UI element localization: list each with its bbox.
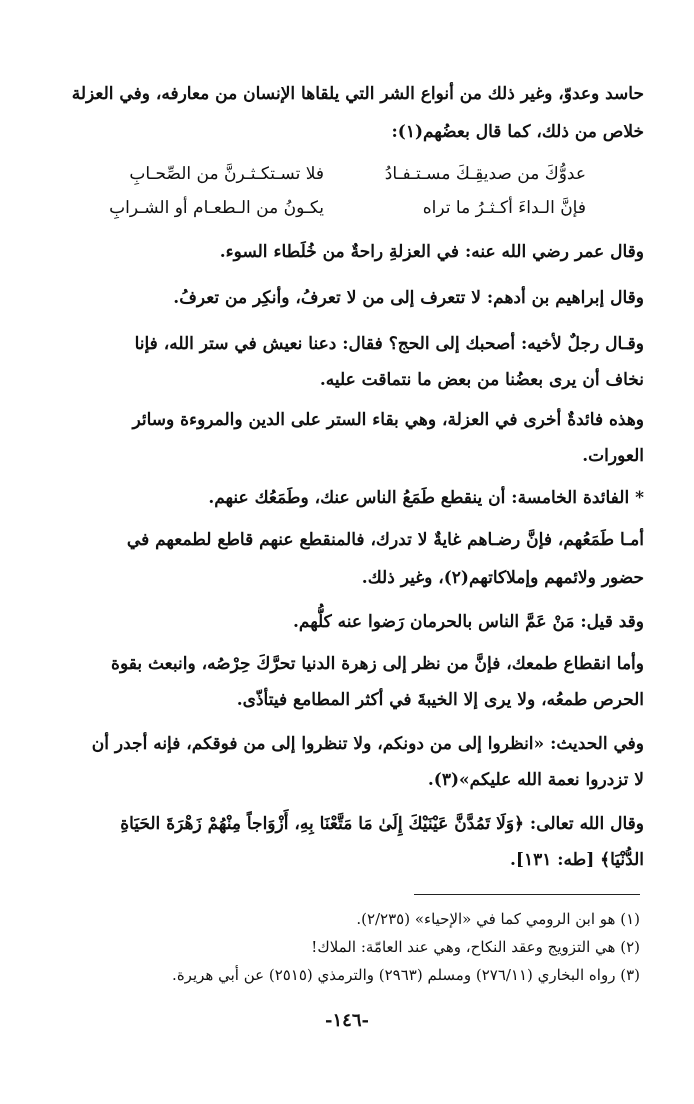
text-line: الحرص طمعُه، ولا يرى إلا الخيبةَ في أكثر المطامع فيتأذّى. <box>236 690 644 710</box>
footnote: (٢) هي التزويج وعقد النكاح، وهي عند العامّة: الملاك! <box>311 938 640 956</box>
text-line: وقال الله تعالى: ﴿وَلَا تَمُدَّنَّ عَيْنَيْكَ إِلَىٰ مَا مَتَّعْنَا بِهِ، أَزْوَاجاً مِنْهُمْ زَهْرَةَ الحَيَاةِ <box>120 814 644 834</box>
text-line: العورات. <box>582 446 644 466</box>
section-text: : أن ينقطع طَمَعُ الناس عنك، وطَمَعُك عنهم. <box>208 488 518 508</box>
page-number: -١٤٦- <box>325 1010 369 1031</box>
paragraph <box>50 482 644 514</box>
text-line: لا تزدروا نعمة الله عليكم»(٣). <box>427 770 644 790</box>
poem-hemistich: فإنَّ الـداءَ أكـثـرُ ما تراه <box>422 198 586 218</box>
text-line: خلاص من ذلك، كما قال بعضُهم(١): <box>391 122 644 142</box>
paragraph: وقد قيل: مَنْ عَمَّ الناس بالحرمان رَضوا عنه كلُّهم. <box>292 612 644 632</box>
poem-hemistich: عدوُّكَ من صديقِـكَ مسـتـفـادُ <box>384 164 586 184</box>
text-line: حضور ولائمهم وإملاكاتهم(٢)، وغير ذلك. <box>361 568 644 588</box>
section-heading: * الفائدة الخامسة <box>517 488 644 508</box>
paragraph: وقال إبراهيم بن أدهم: لا تتعرف إلى من لا تعرفُ، وأنكِر من تعرفُ. <box>173 288 644 308</box>
paragraph: وقال عمر رضي الله عنه: في العزلةِ راحةٌ من خُلَطاء السوء. <box>219 242 644 262</box>
text-line: وهذه فائدةٌ أخرى في العزلة، وهي بقاء الستر على الدين والمروءة وسائر <box>132 410 644 430</box>
footnote: (١) هو ابن الرومي كما في «الإحياء» (٢/٢٣٥). <box>356 910 640 928</box>
text-line: الدُّنْيَا﴾ [طه: ١٣١]. <box>509 850 644 870</box>
text-line: وأما انقطاع طمعك، فإنَّ من نظر إلى زهرة الدنيا تحرَّكَ حِرْصُه، وانبعث بقوة <box>111 654 644 674</box>
text-line: وقـال رجلٌ لأخيه: أصحبك إلى الحج؟ فقال: دعنا نعيش في ستر الله، فإنا <box>134 334 644 354</box>
footnote-divider <box>414 894 640 895</box>
text-line: حاسد وعدوّ، وغير ذلك من أنواع الشر التي يلقاها الإنسان من معارفه، وفي العزلة <box>71 84 644 104</box>
text-line: أمـا طَمَعُهم، فإنَّ رضـاهم غايةٌ لا تدرك، فالمنقطع عنهم قاطع لطمعهم في <box>126 530 644 550</box>
poem-verse <box>86 192 586 224</box>
text-line: نخاف أن يرى بعضُنا من بعض ما نتماقت عليه. <box>319 370 644 390</box>
poem-hemistich: يكـونُ من الـطعـام أو الشـرابِ <box>109 198 324 218</box>
poem-verse <box>86 158 586 190</box>
text-line: وفي الحديث: «انظروا إلى من دونكم، ولا تنظروا إلى من فوقكم، فإنه أجدر أن <box>91 734 644 754</box>
footnote: (٣) رواه البخاري (٢٧٦/١١) ومسلم (٢٩٦٣) والترمذي (٢٥١٥) عن أبي هريرة. <box>172 966 640 984</box>
poem-hemistich: فلا تسـتكـثـرنَّ من الصِّحـابِ <box>129 164 324 184</box>
